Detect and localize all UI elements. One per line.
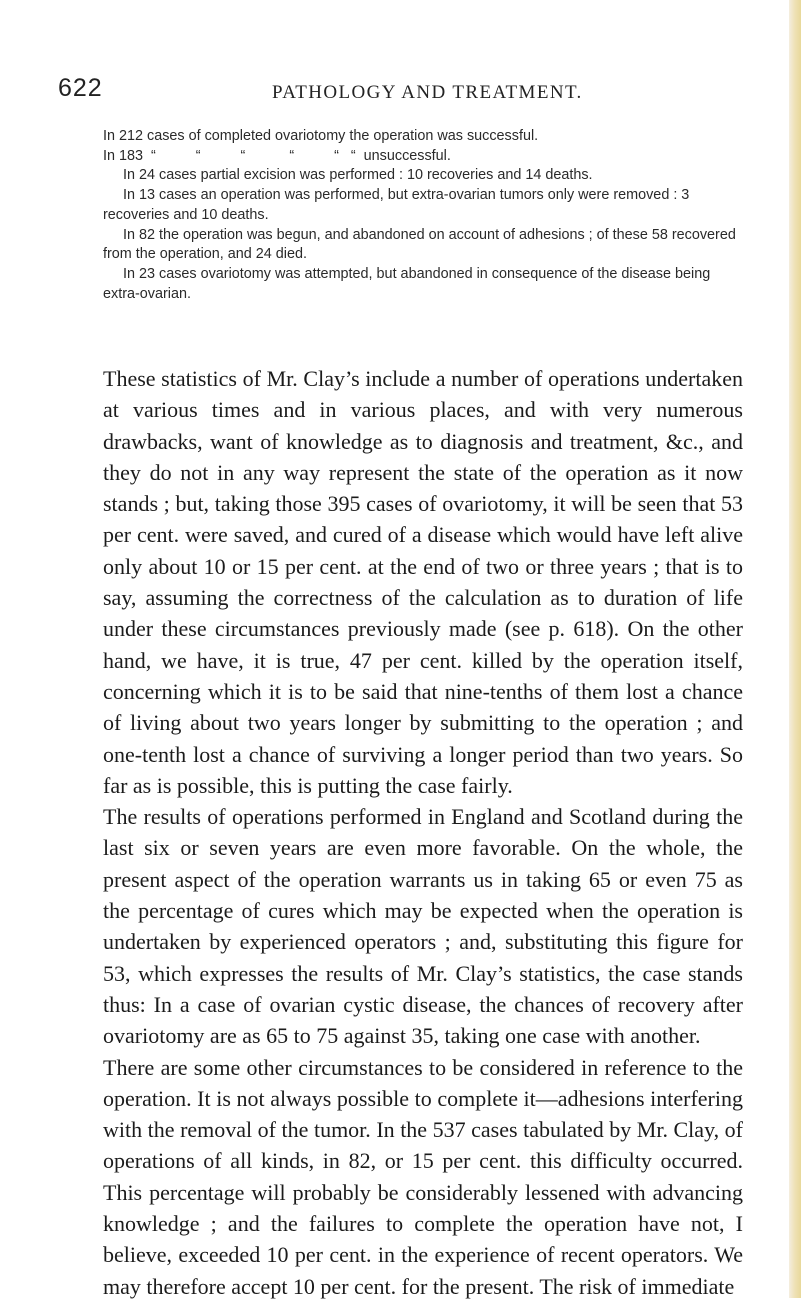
body-text <box>103 363 743 1302</box>
stat-line: In 183 “ “ “ “ “ “ unsuccessful. <box>103 147 451 164</box>
stat-line: In 23 cases ovariotomy was attempted, but abandoned in consequence of the disease being extra-ovarian. <box>103 265 711 302</box>
stat-line: In 82 the operation was begun, and abandoned on account of adhesions ; of these 58 recovered from the operation, and 24 died. <box>103 226 736 263</box>
page-number: 622 <box>58 74 103 102</box>
statistics-block <box>103 127 743 304</box>
stat-line: In 13 cases an operation was performed, but extra-ovarian tumors only were removed : 3 recoveries and 10 deaths. <box>103 187 690 223</box>
paragraph: There are some other circumstances to be considered in reference to the operation. It is not always possible to complete it—adhesions interfering with the removal of the tumor. In the 537 cases tabulated by Mr. Clay, of operations of all kinds, in 82, or 15 per cent. this difficulty occurred. This percentage will probably be considerably lessened with advancing knowledge ; and the failures to complete the operation have not, I believe, exceeded 10 per cent. in the experience of recent operators. We may therefore accept 10 per cent. for the present. The risk of immediate <box>103 1054 743 1299</box>
stat-line: In 24 cases partial excision was performed : 10 recoveries and 14 deaths. <box>123 167 593 184</box>
paragraph: These statistics of Mr. Clay’s include a number of operations undertaken at various times and in various places, and with very numerous drawbacks, want of knowledge as to diagnosis and treatment, &c., and they do not in any way represent the state of the operation as it now stands ; but, taking those 395 cases of ovariotomy, it will be seen that 53 per cent. were saved, and cured of a disease which would have left alive only about 10 or 15 per cent. at the end of two or three years ; that is to say, assuming the correctness of the calculation as to duration of life under these circumstances previously made (see p. 618). On the other hand, we have, it is true, 47 per cent. killed by the operation itself, concerning which it is to be said that nine-tenths of them lost a chance of living about two years longer by submitting to the operation ; and one-tenth lost a chance of surviving a longer period than two years. So far as is possible, this is putting the case fairly. <box>103 366 743 798</box>
paragraph: The results of operations performed in England and Scotland during the last six or seven years are even more favorable. On the whole, the present aspect of the operation warrants us in taking 65 or even 75 as the percentage of cures which may be expected when the operation is undertaken by experienced operators ; and, substituting this figure for 53, which expresses the results of Mr. Clay’s statistics, the case stands thus: In a case of ovarian cystic disease, the chances of recovery after ovariotomy are as 65 to 75 against 35, taking one case with another. <box>103 804 743 1049</box>
running-head: PATHOLOGY AND TREATMENT. <box>272 82 583 103</box>
page-edge <box>789 0 801 1298</box>
stat-line: In 212 cases of completed ovariotomy the operation was successful. <box>103 128 539 144</box>
